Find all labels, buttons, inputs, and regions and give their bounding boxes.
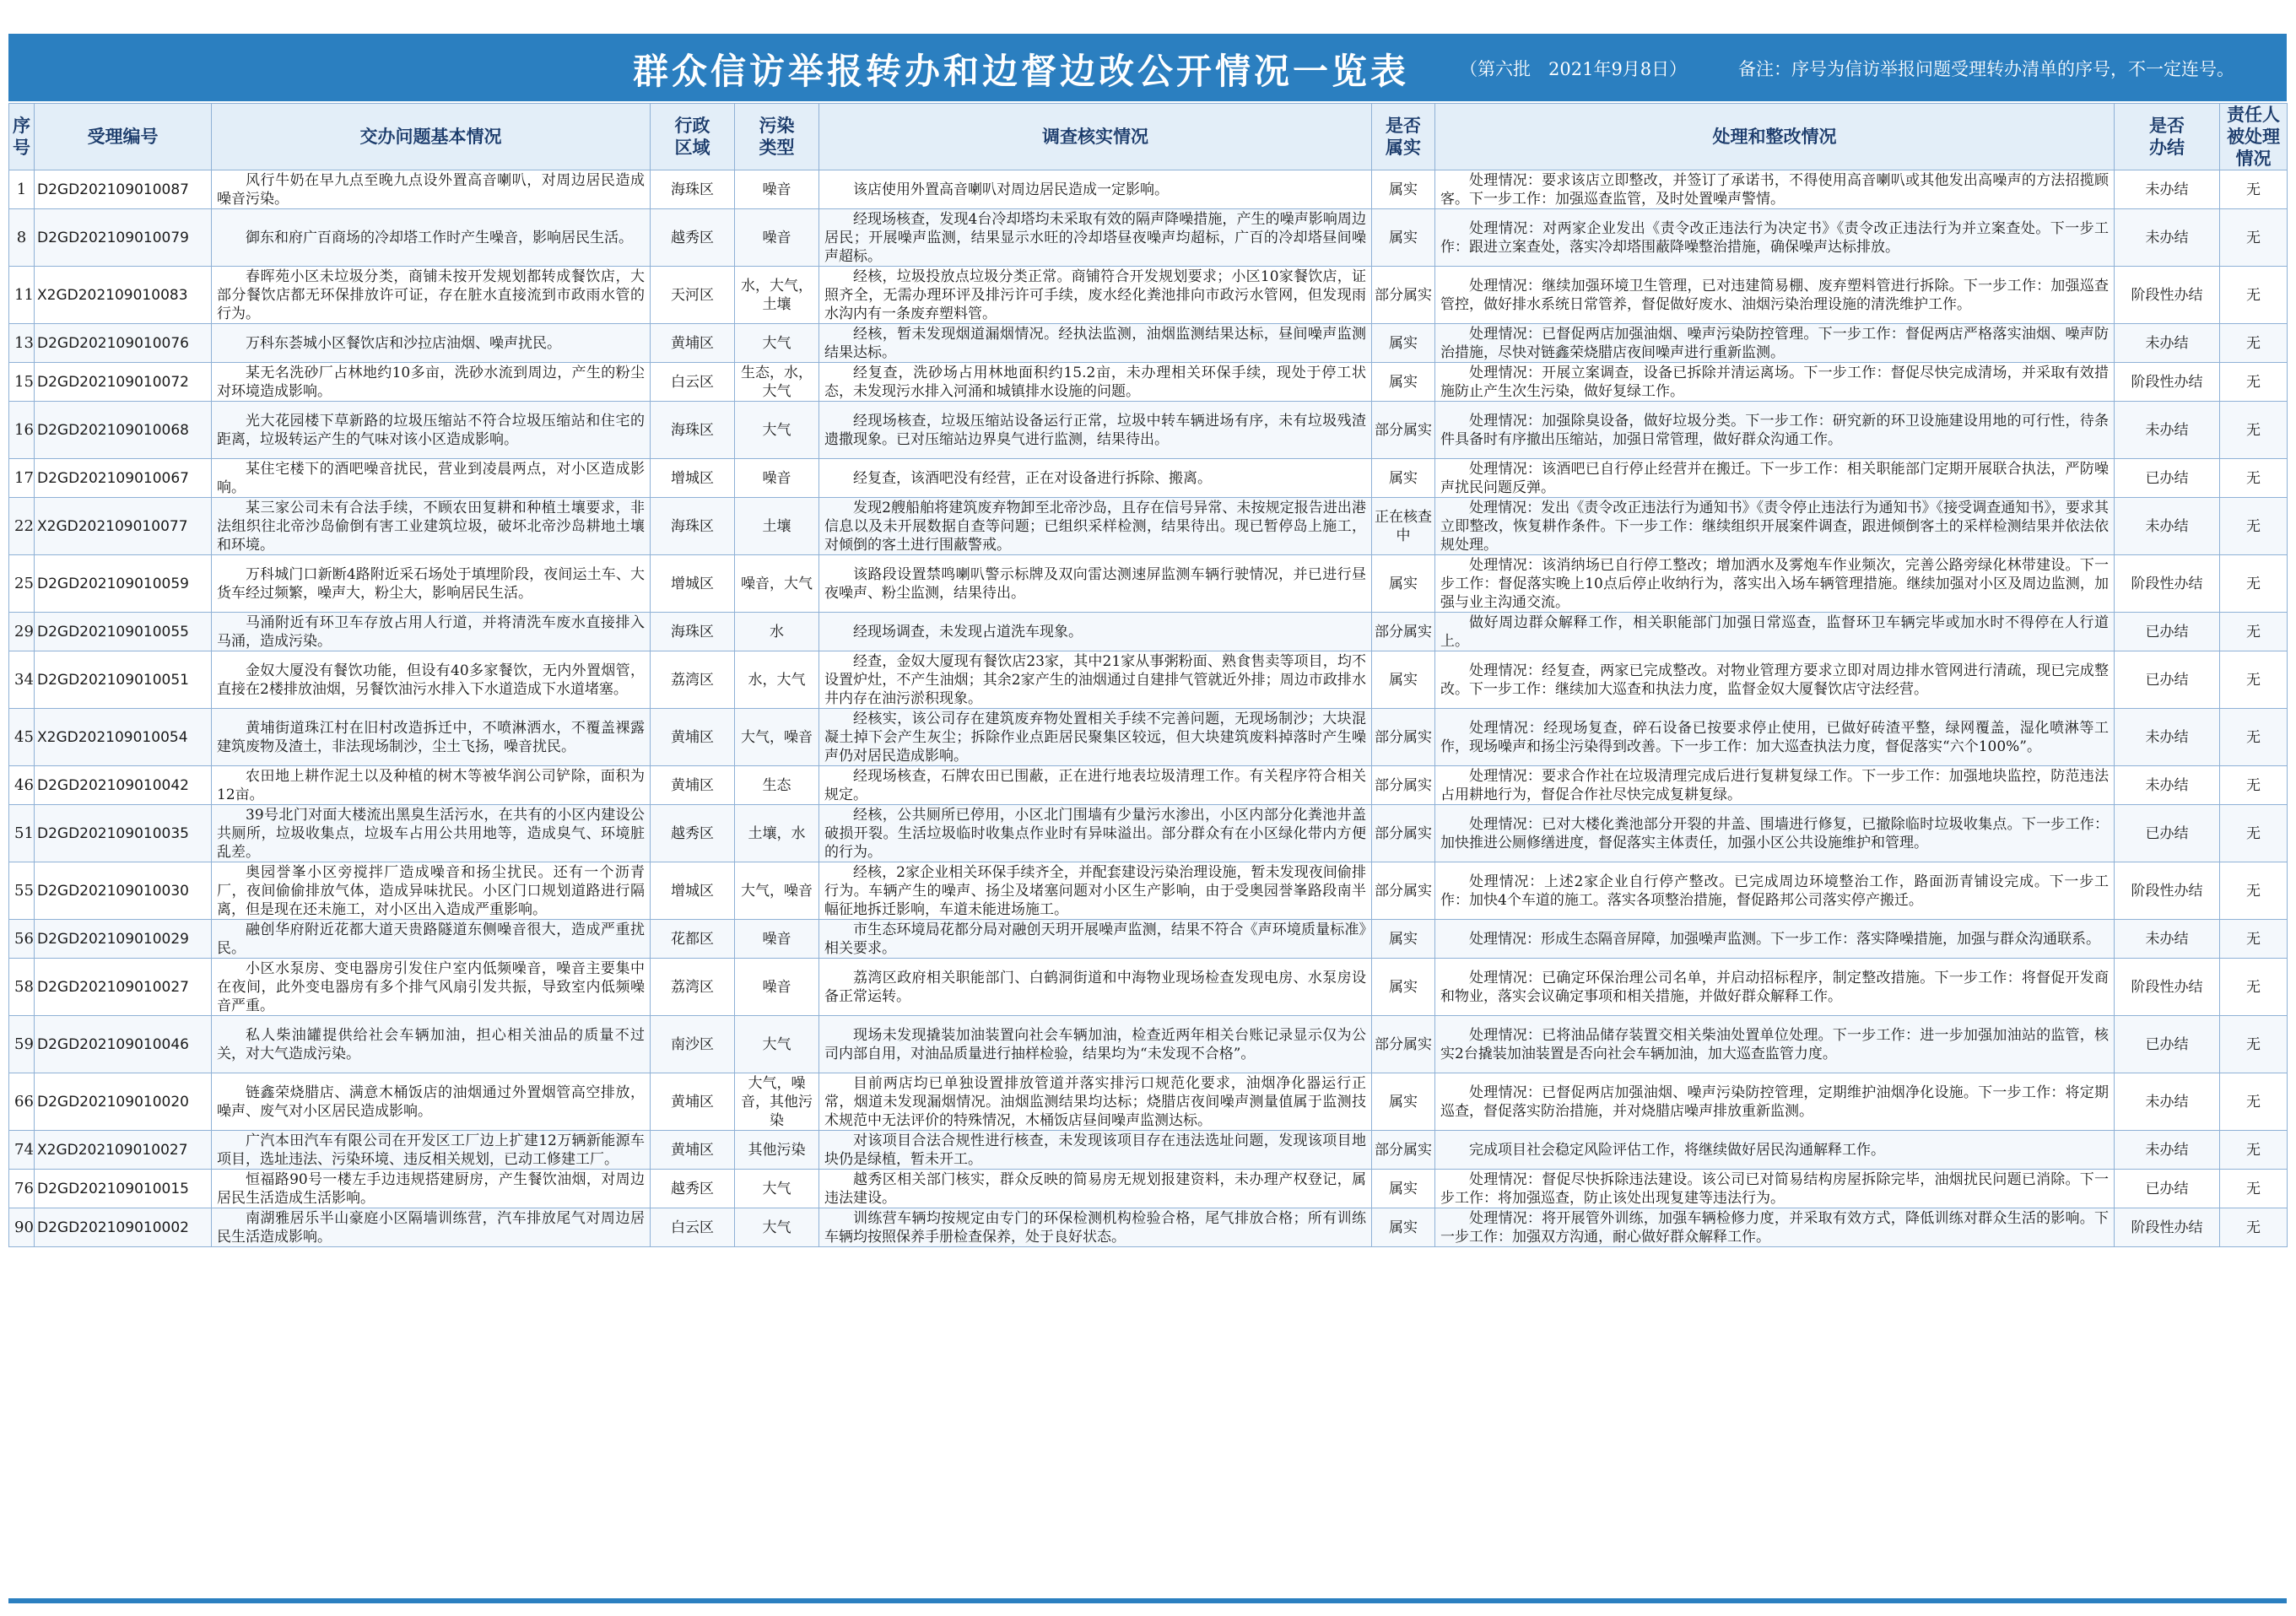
page-title: 群众信访举报转办和边督边改公开情况一览表 bbox=[633, 51, 1410, 92]
cell-verified: 属实 bbox=[1372, 1208, 1435, 1247]
cell-investigation: 经核，公共厕所已停用，小区北门围墙有少量污水渗出，小区内部分化粪池井盖破损开裂。生活垃圾临时收集点作业时有异味溢出。部分群众有在小区绿化带内方便的行为。 bbox=[819, 805, 1372, 862]
cell-closed: 阶段性办结 bbox=[2115, 862, 2220, 920]
cell-code: X2GD202109010077 bbox=[35, 498, 212, 555]
cell-closed: 已办结 bbox=[2115, 1016, 2220, 1073]
header-investigation: 调查核实情况 bbox=[819, 104, 1372, 170]
table-row bbox=[9, 862, 2288, 920]
table-row bbox=[9, 766, 2288, 805]
cell-code: D2GD202109010068 bbox=[35, 402, 212, 459]
cell-pollution: 水，大气 bbox=[735, 651, 819, 709]
cell-handling: 处理情况：已确定环保治理公司名单，并启动招标程序，制定整改措施。下一步工作：将督促开发商和物业，落实会议确定事项和相关措施，并做好群众解释工作。 bbox=[1435, 959, 2115, 1016]
cell-code: D2GD202109010030 bbox=[35, 862, 212, 920]
cell-investigation: 荔湾区政府相关职能部门、白鹤洞街道和中海物业现场检查发现电房、水泵房设备正常运转。 bbox=[819, 959, 1372, 1016]
cell-seq: 15 bbox=[9, 363, 35, 402]
cell-pollution: 土壤 bbox=[735, 498, 819, 555]
cell-verified: 部分属实 bbox=[1372, 613, 1435, 651]
cell-seq: 25 bbox=[9, 555, 35, 613]
cell-punished: 无 bbox=[2220, 1073, 2288, 1131]
cell-seq: 51 bbox=[9, 805, 35, 862]
header-handling: 处理和整改情况 bbox=[1435, 104, 2115, 170]
cell-verified: 部分属实 bbox=[1372, 766, 1435, 805]
cell-punished: 无 bbox=[2220, 209, 2288, 267]
cell-verified: 属实 bbox=[1372, 459, 1435, 498]
cell-issue: 奥园誉峯小区旁搅拌厂造成噪音和扬尘扰民。还有一个沥青厂，夜间偷偷排放气体，造成异味扰民。小区门口规划道路进行隔离，但是现在还未施工，对小区出入造成严重影响。 bbox=[212, 862, 651, 920]
cell-closed: 未办结 bbox=[2115, 709, 2220, 766]
cell-seq: 66 bbox=[9, 1073, 35, 1131]
cell-seq: 58 bbox=[9, 959, 35, 1016]
cell-verified: 部分属实 bbox=[1372, 805, 1435, 862]
cell-pollution: 生态 bbox=[735, 766, 819, 805]
cell-code: D2GD202109010027 bbox=[35, 959, 212, 1016]
cell-issue: 南湖雅居乐半山豪庭小区隔墙训练营，汽车排放尾气对周边居民生活造成影响。 bbox=[212, 1208, 651, 1247]
title-banner bbox=[8, 34, 2287, 101]
cell-pollution: 噪音 bbox=[735, 959, 819, 1016]
cell-district: 增城区 bbox=[651, 862, 735, 920]
cell-issue: 恒福路90号一楼左手边违规搭建厨房，产生餐饮油烟，对周边居民生活造成生活影响。 bbox=[212, 1170, 651, 1208]
header-issue: 交办问题基本情况 bbox=[212, 104, 651, 170]
cell-investigation: 目前两店均已单独设置排放管道并落实排污口规范化要求，油烟净化器运行正常，烟道未发现漏烟情况。油烟监测结果均达标；烧腊店夜间噪声测量值属于监测技术规范中无法评价的特殊情况，木桶饭店昼间噪声监测达标。 bbox=[819, 1073, 1372, 1131]
cell-investigation: 经现场核查，垃圾压缩站设备运行正常，垃圾中转车辆进场有序，未有垃圾残渣遗撒现象。已对压缩站边界臭气进行监测，结果待出。 bbox=[819, 402, 1372, 459]
cell-punished: 无 bbox=[2220, 1016, 2288, 1073]
cell-punished: 无 bbox=[2220, 766, 2288, 805]
cell-district: 黄埔区 bbox=[651, 766, 735, 805]
cell-punished: 无 bbox=[2220, 805, 2288, 862]
cell-investigation: 经复查，洗砂场占用林地面积约15.2亩，未办理相关环保手续，现处于停工状态，未发现污水排入河涌和城镇排水设施的问题。 bbox=[819, 363, 1372, 402]
cell-code: X2GD202109010054 bbox=[35, 709, 212, 766]
cell-handling: 处理情况：继续加强环境卫生管理，已对违建简易棚、废弃塑料管进行拆除。下一步工作：加强巡查管控，做好排水系统日常管养，督促做好废水、油烟污染治理设施的清洗维护工作。 bbox=[1435, 267, 2115, 324]
cell-pollution: 噪音，大气 bbox=[735, 555, 819, 613]
cell-pollution: 大气 bbox=[735, 1208, 819, 1247]
header-closed: 是否 办结 bbox=[2115, 104, 2220, 170]
cell-punished: 无 bbox=[2220, 555, 2288, 613]
cell-code: D2GD202109010035 bbox=[35, 805, 212, 862]
header-pollution: 污染 类型 bbox=[735, 104, 819, 170]
cell-handling: 处理情况：发出《责令改正违法行为通知书》《责令停止违法行为通知书》《接受调查通知书》，要求其立即整改，恢复耕作条件。下一步工作：继续组织开展案件调查，跟进倾倒客土的采样检测结果并依法依规处理。 bbox=[1435, 498, 2115, 555]
cell-seq: 45 bbox=[9, 709, 35, 766]
cell-code: D2GD202109010029 bbox=[35, 920, 212, 959]
cell-district: 白云区 bbox=[651, 1208, 735, 1247]
cell-seq: 55 bbox=[9, 862, 35, 920]
cell-seq: 1 bbox=[9, 170, 35, 209]
cell-pollution: 大气，噪音，其他污染 bbox=[735, 1073, 819, 1131]
cell-pollution: 土壤，水 bbox=[735, 805, 819, 862]
cell-verified: 属实 bbox=[1372, 363, 1435, 402]
cell-punished: 无 bbox=[2220, 1131, 2288, 1170]
table-row bbox=[9, 1208, 2288, 1247]
cell-seq: 76 bbox=[9, 1170, 35, 1208]
cell-closed: 阶段性办结 bbox=[2115, 555, 2220, 613]
cell-punished: 无 bbox=[2220, 862, 2288, 920]
cell-seq: 22 bbox=[9, 498, 35, 555]
header-district: 行政 区域 bbox=[651, 104, 735, 170]
cell-seq: 34 bbox=[9, 651, 35, 709]
cell-closed: 已办结 bbox=[2115, 1170, 2220, 1208]
cell-closed: 未办结 bbox=[2115, 920, 2220, 959]
cell-code: D2GD202109010055 bbox=[35, 613, 212, 651]
cell-seq: 11 bbox=[9, 267, 35, 324]
cell-pollution: 噪音 bbox=[735, 920, 819, 959]
table-row bbox=[9, 267, 2288, 324]
cell-pollution: 其他污染 bbox=[735, 1131, 819, 1170]
cell-closed: 阶段性办结 bbox=[2115, 267, 2220, 324]
cell-seq: 59 bbox=[9, 1016, 35, 1073]
cell-pollution: 大气 bbox=[735, 324, 819, 363]
table-row bbox=[9, 651, 2288, 709]
cell-verified: 属实 bbox=[1372, 1170, 1435, 1208]
cell-issue: 马涌附近有环卫车存放占用人行道，并将清洗车废水直接排入马涌，造成污染。 bbox=[212, 613, 651, 651]
cell-district: 黄埔区 bbox=[651, 1131, 735, 1170]
table-row bbox=[9, 920, 2288, 959]
cell-district: 南沙区 bbox=[651, 1016, 735, 1073]
cell-investigation: 市生态环境局花都分局对融创天玥开展噪声监测，结果不符合《声环境质量标准》相关要求。 bbox=[819, 920, 1372, 959]
cell-punished: 无 bbox=[2220, 170, 2288, 209]
cell-pollution: 大气 bbox=[735, 1016, 819, 1073]
cell-issue: 广汽本田汽车有限公司在开发区工厂边上扩建12万辆新能源车项目，选址违法、污染环境、违反相关规划，已动工修建工厂。 bbox=[212, 1131, 651, 1170]
cell-seq: 90 bbox=[9, 1208, 35, 1247]
cell-pollution: 生态，水，大气 bbox=[735, 363, 819, 402]
cell-closed: 已办结 bbox=[2115, 805, 2220, 862]
cell-code: D2GD202109010020 bbox=[35, 1073, 212, 1131]
cell-code: D2GD202109010046 bbox=[35, 1016, 212, 1073]
cell-code: D2GD202109010015 bbox=[35, 1170, 212, 1208]
cell-closed: 阶段性办结 bbox=[2115, 959, 2220, 1016]
table-row bbox=[9, 1016, 2288, 1073]
cell-investigation: 经复查，该酒吧没有经营，正在对设备进行拆除、搬离。 bbox=[819, 459, 1372, 498]
cell-verified: 属实 bbox=[1372, 1073, 1435, 1131]
cell-punished: 无 bbox=[2220, 651, 2288, 709]
cell-issue: 私人柴油罐提供给社会车辆加油，担心相关油品的质量不过关，对大气造成污染。 bbox=[212, 1016, 651, 1073]
cell-handling: 处理情况：上述2家企业自行停产整改。已完成周边环境整治工作，路面沥青铺设完成。下一步工作：加快4个车道的施工。落实各项整治措施，督促路邦公司落实停产搬迁。 bbox=[1435, 862, 2115, 920]
cell-verified: 部分属实 bbox=[1372, 402, 1435, 459]
cell-district: 增城区 bbox=[651, 459, 735, 498]
cell-punished: 无 bbox=[2220, 402, 2288, 459]
cell-handling: 处理情况：已督促两店加强油烟、噪声污染防控管理。下一步工作：督促两店严格落实油烟、噪声防治措施，尽快对链鑫荣烧腊店夜间噪声进行重新监测。 bbox=[1435, 324, 2115, 363]
remark-note: 备注：序号为信访举报问题受理转办清单的序号，不一定连号。 bbox=[1738, 59, 2234, 79]
cell-seq: 74 bbox=[9, 1131, 35, 1170]
cell-handling: 处理情况：对两家企业发出《责令改正违法行为决定书》《责令改正违法行为并立案查处。下一步工作：跟进立案查处，落实冷却塔围蔽降噪整治措施，确保噪声达标排放。 bbox=[1435, 209, 2115, 267]
cell-issue: 链鑫荣烧腊店、满意木桶饭店的油烟通过外置烟管高空排放，噪声、废气对小区居民造成影响。 bbox=[212, 1073, 651, 1131]
table-row bbox=[9, 170, 2288, 209]
table-row bbox=[9, 709, 2288, 766]
cell-investigation: 经核实，该公司存在建筑废弃物处置相关手续不完善问题，无现场制沙；大块混凝土掉下会产生灰尘；拆除作业点距居民聚集区较远，但大块建筑废料掉落时产生噪声仍对居民造成影响。 bbox=[819, 709, 1372, 766]
cell-investigation: 训练营车辆均按规定由专门的环保检测机构检验合格，尾气排放合格；所有训练车辆均按照保养手册检查保养，处于良好状态。 bbox=[819, 1208, 1372, 1247]
cell-district: 海珠区 bbox=[651, 613, 735, 651]
cell-punished: 无 bbox=[2220, 613, 2288, 651]
cell-punished: 无 bbox=[2220, 959, 2288, 1016]
cell-handling: 处理情况：该酒吧已自行停止经营并在搬迁。下一步工作：相关职能部门定期开展联合执法，严防噪声扰民问题反弹。 bbox=[1435, 459, 2115, 498]
cell-handling: 处理情况：已对大楼化粪池部分开裂的井盖、围墙进行修复，已撤除临时垃圾收集点。下一步工作：加快推进公厕修缮进度，督促落实主体责任，加强小区公共设施维护和管理。 bbox=[1435, 805, 2115, 862]
cell-issue: 万科东荟城小区餐饮店和沙拉店油烟、噪声扰民。 bbox=[212, 324, 651, 363]
table-row bbox=[9, 498, 2288, 555]
table-header-row bbox=[9, 104, 2288, 170]
table-row bbox=[9, 209, 2288, 267]
cell-issue: 春晖苑小区未垃圾分类，商铺未按开发规划都转成餐饮店，大部分餐饮店都无环保排放许可证，存在脏水直接流到市政雨水管的行为。 bbox=[212, 267, 651, 324]
cell-investigation: 越秀区相关部门核实，群众反映的简易房无规划报建资料，未办理产权登记，属违法建设。 bbox=[819, 1170, 1372, 1208]
cell-closed: 阶段性办结 bbox=[2115, 363, 2220, 402]
cell-district: 荔湾区 bbox=[651, 959, 735, 1016]
cell-investigation: 经现场核查，石牌农田已围蔽，正在进行地表垃圾清理工作。有关程序符合相关规定。 bbox=[819, 766, 1372, 805]
cell-verified: 属实 bbox=[1372, 920, 1435, 959]
cell-closed: 未办结 bbox=[2115, 1073, 2220, 1131]
cell-handling: 处理情况：经现场复查，碎石设备已按要求停止使用，已做好砖渣平整，绿网覆盖，湿化喷淋等工作，现场噪声和扬尘污染得到改善。下一步工作：加大巡查执法力度，督促落实“六个100%”。 bbox=[1435, 709, 2115, 766]
cell-handling: 处理情况：加强除臭设备，做好垃圾分类。下一步工作：研究新的环卫设施建设用地的可行性，待条件具备时有序撤出压缩站，加强日常管理，做好群众沟通工作。 bbox=[1435, 402, 2115, 459]
cell-closed: 已办结 bbox=[2115, 651, 2220, 709]
cell-punished: 无 bbox=[2220, 363, 2288, 402]
cell-seq: 17 bbox=[9, 459, 35, 498]
cell-issue: 融创华府附近花都大道天贵路隧道东侧噪音很大，造成严重扰民。 bbox=[212, 920, 651, 959]
cell-handling: 处理情况：形成生态隔音屏障，加强噪声监测。下一步工作：落实降噪措施，加强与群众沟通联系。 bbox=[1435, 920, 2115, 959]
cell-closed: 未办结 bbox=[2115, 209, 2220, 267]
cell-verified: 属实 bbox=[1372, 209, 1435, 267]
table-row bbox=[9, 805, 2288, 862]
table-row bbox=[9, 1131, 2288, 1170]
cell-pollution: 大气，噪音 bbox=[735, 862, 819, 920]
cell-verified: 部分属实 bbox=[1372, 1016, 1435, 1073]
cell-issue: 某无名洗砂厂占林地约10多亩，洗砂水流到周边，产生的粉尘对环境造成影响。 bbox=[212, 363, 651, 402]
cell-verified: 属实 bbox=[1372, 555, 1435, 613]
table-row bbox=[9, 555, 2288, 613]
cell-closed: 已办结 bbox=[2115, 613, 2220, 651]
cell-handling: 处理情况：已督促两店加强油烟、噪声污染防控管理，定期维护油烟净化设施。下一步工作：将定期巡查，督促落实防治措施，并对烧腊店噪声排放重新监测。 bbox=[1435, 1073, 2115, 1131]
table-row bbox=[9, 1170, 2288, 1208]
cell-issue: 黄埔街道珠江村在旧村改造拆迁中，不喷淋洒水，不覆盖裸露建筑废物及渣土，非法现场制沙，尘土飞扬，噪音扰民。 bbox=[212, 709, 651, 766]
cell-district: 海珠区 bbox=[651, 170, 735, 209]
cell-pollution: 水 bbox=[735, 613, 819, 651]
cell-handling: 处理情况：要求该店立即整改，并签订了承诺书，不得使用高音喇叭或其他发出高噪声的方法招揽顾客。下一步工作：加强巡查监管，及时处置噪声警情。 bbox=[1435, 170, 2115, 209]
cell-district: 越秀区 bbox=[651, 1170, 735, 1208]
cell-issue: 金奴大厦没有餐饮功能，但设有40多家餐饮，无内外置烟管，直接在2楼排放油烟，另餐饮油污水排入下水道造成下水道堵塞。 bbox=[212, 651, 651, 709]
cell-investigation: 经核，2家企业相关环保手续齐全，并配套建设污染治理设施，暂未发现夜间偷排行为。车辆产生的噪声、扬尘及堵塞问题对小区生产影响，由于受奥园誉峯路段南半幅征地拆迁影响，车道未能进场施工。 bbox=[819, 862, 1372, 920]
cell-handling: 处理情况：督促尽快拆除违法建设。该公司已对简易结构房屋拆除完毕，油烟扰民问题已消除。下一步工作：将加强巡查，防止该处出现复建等违法行为。 bbox=[1435, 1170, 2115, 1208]
cell-investigation: 经查，金奴大厦现有餐饮店23家，其中21家从事粥粉面、熟食售卖等项目，均不设置炉灶，不产生油烟；其余2家产生的油烟通过自建排气管就近外排；周边市政排水井内存在油污淤积现象。 bbox=[819, 651, 1372, 709]
cell-verified: 正在核查中 bbox=[1372, 498, 1435, 555]
cell-handling: 处理情况：将开展管外训练，加强车辆检修力度，并采取有效方式，降低训练对群众生活的影响。下一步工作：加强双方沟通，耐心做好群众解释工作。 bbox=[1435, 1208, 2115, 1247]
cell-district: 黄埔区 bbox=[651, 1073, 735, 1131]
table-row bbox=[9, 459, 2288, 498]
cell-investigation: 该店使用外置高音喇叭对周边居民造成一定影响。 bbox=[819, 170, 1372, 209]
cell-closed: 未办结 bbox=[2115, 170, 2220, 209]
cell-code: D2GD202109010076 bbox=[35, 324, 212, 363]
cell-punished: 无 bbox=[2220, 709, 2288, 766]
cell-issue: 某住宅楼下的酒吧噪音扰民，营业到凌晨两点，对小区造成影响。 bbox=[212, 459, 651, 498]
cell-issue: 农田地上耕作泥土以及种植的树木等被华润公司铲除，面积为12亩。 bbox=[212, 766, 651, 805]
cell-pollution: 噪音 bbox=[735, 209, 819, 267]
cell-verified: 部分属实 bbox=[1372, 709, 1435, 766]
cell-district: 黄埔区 bbox=[651, 324, 735, 363]
cell-district: 白云区 bbox=[651, 363, 735, 402]
header-punished: 责任人 被处理情况 bbox=[2220, 104, 2288, 170]
cell-closed: 已办结 bbox=[2115, 459, 2220, 498]
cell-handling: 处理情况：开展立案调查，设备已拆除并清运离场。下一步工作：督促尽快完成清场，并采取有效措施防止产生次生污染，做好复绿工作。 bbox=[1435, 363, 2115, 402]
cell-pollution: 大气 bbox=[735, 1170, 819, 1208]
cell-issue: 风行牛奶在早九点至晚九点设外置高音喇叭，对周边居民造成噪音污染。 bbox=[212, 170, 651, 209]
cell-investigation: 经现场调查，未发现占道洗车现象。 bbox=[819, 613, 1372, 651]
cell-district: 黄埔区 bbox=[651, 709, 735, 766]
cell-code: D2GD202109010051 bbox=[35, 651, 212, 709]
cell-closed: 未办结 bbox=[2115, 402, 2220, 459]
cell-code: D2GD202109010059 bbox=[35, 555, 212, 613]
bottom-rule bbox=[8, 1598, 2287, 1603]
cell-seq: 29 bbox=[9, 613, 35, 651]
cell-handling: 处理情况：经复查，两家已完成整改。对物业管理方要求立即对周边排水管网进行清疏，现已完成整改。下一步工作：继续加大巡查和执法力度，监督金奴大厦餐饮店守法经营。 bbox=[1435, 651, 2115, 709]
cell-verified: 部分属实 bbox=[1372, 862, 1435, 920]
cell-investigation: 现场未发现撬装加油装置向社会车辆加油，检查近两年相关台账记录显示仅为公司内部自用，对油品质量进行抽样检验，结果均为“未发现不合格”。 bbox=[819, 1016, 1372, 1073]
cell-district: 天河区 bbox=[651, 267, 735, 324]
cell-investigation: 经核，暂未发现烟道漏烟情况。经执法监测，油烟监测结果达标，昼间噪声监测结果达标。 bbox=[819, 324, 1372, 363]
table-row bbox=[9, 1073, 2288, 1131]
header-code: 受理编号 bbox=[35, 104, 212, 170]
cell-verified: 属实 bbox=[1372, 324, 1435, 363]
cell-district: 越秀区 bbox=[651, 209, 735, 267]
cell-code: D2GD202109010072 bbox=[35, 363, 212, 402]
cell-punished: 无 bbox=[2220, 1208, 2288, 1247]
cell-handling: 处理情况：该消纳场已自行停工整改；增加洒水及雾炮车作业频次，完善公路旁绿化林带建设。下一步工作：督促落实晚上10点后停止收纳行为，落实出入场车辆管理措施。继续加强对小区及周边监测，加强与业主沟通交流。 bbox=[1435, 555, 2115, 613]
table-row bbox=[9, 324, 2288, 363]
cell-investigation: 经现场核查，发现4台冷却塔均未采取有效的隔声降噪措施，产生的噪声影响周边居民；开展噪声监测，结果显示水旺的冷却塔昼夜噪声均超标，广百的冷却塔昼间噪声超标。 bbox=[819, 209, 1372, 267]
cell-pollution: 大气 bbox=[735, 402, 819, 459]
page bbox=[8, 34, 2287, 1603]
cell-punished: 无 bbox=[2220, 324, 2288, 363]
cell-punished: 无 bbox=[2220, 1170, 2288, 1208]
cell-seq: 46 bbox=[9, 766, 35, 805]
cell-issue: 39号北门对面大楼流出黑臭生活污水，在共有的小区内建设公共厕所，垃圾收集点，垃圾车占用公共用地等，造成臭气、环境脏乱差。 bbox=[212, 805, 651, 862]
cell-district: 荔湾区 bbox=[651, 651, 735, 709]
cell-code: X2GD202109010083 bbox=[35, 267, 212, 324]
cell-pollution: 噪音 bbox=[735, 459, 819, 498]
cell-handling: 处理情况：已将油品储存装置交相关柴油处置单位处理。下一步工作：进一步加强加油站的监管，核实2台撬装加油装置是否向社会车辆加油，加大巡查监管力度。 bbox=[1435, 1016, 2115, 1073]
cell-issue: 某三家公司未有合法手续，不顾农田复耕和种植土壤要求，非法组织往北帝沙岛偷倒有害工业建筑垃圾，破坏北帝沙岛耕地土壤和环境。 bbox=[212, 498, 651, 555]
cell-issue: 光大花园楼下草新路的垃圾压缩站不符合垃圾压缩站和住宅的距离，垃圾转运产生的气味对该小区造成影响。 bbox=[212, 402, 651, 459]
cell-issue: 万科城门口新断4路附近采石场处于填埋阶段，夜间运土车、大货车经过频繁，噪声大，粉尘大，影响居民生活。 bbox=[212, 555, 651, 613]
cell-issue: 小区水泵房、变电器房引发住户室内低频噪音，噪音主要集中在夜间，此外变电器房有多个排气风扇引发共振，导致室内低频噪音严重。 bbox=[212, 959, 651, 1016]
table-row bbox=[9, 613, 2288, 651]
cell-code: D2GD202109010079 bbox=[35, 209, 212, 267]
cell-closed: 未办结 bbox=[2115, 766, 2220, 805]
cell-seq: 13 bbox=[9, 324, 35, 363]
cell-handling: 做好周边群众解释工作，相关职能部门加强日常巡查，监督环卫车辆完毕或加水时不得停在人行道上。 bbox=[1435, 613, 2115, 651]
cell-handling: 完成项目社会稳定风险评估工作，将继续做好居民沟通解释工作。 bbox=[1435, 1131, 2115, 1170]
cell-closed: 未办结 bbox=[2115, 498, 2220, 555]
cell-investigation: 发现2艘船舶将建筑废弃物卸至北帝沙岛，且存在信号异常、未按规定报告进出港信息以及未开展数据自查等问题；已组织采样检测，结果待出。现已暂停岛上施工，对倾倒的客土进行围蔽警戒。 bbox=[819, 498, 1372, 555]
cell-seq: 16 bbox=[9, 402, 35, 459]
complaint-table bbox=[8, 103, 2288, 1247]
cell-district: 花都区 bbox=[651, 920, 735, 959]
batch-date: （第六批 2021年9月8日） bbox=[1460, 59, 1688, 79]
cell-closed: 阶段性办结 bbox=[2115, 1208, 2220, 1247]
header-verified: 是否 属实 bbox=[1372, 104, 1435, 170]
table-row bbox=[9, 402, 2288, 459]
cell-investigation: 该路段设置禁鸣喇叭警示标牌及双向雷达测速屏监测车辆行驶情况，并已进行昼夜噪声、粉尘监测，结果待出。 bbox=[819, 555, 1372, 613]
cell-district: 增城区 bbox=[651, 555, 735, 613]
table-body bbox=[9, 170, 2288, 1247]
cell-district: 海珠区 bbox=[651, 402, 735, 459]
cell-seq: 8 bbox=[9, 209, 35, 267]
cell-code: D2GD202109010067 bbox=[35, 459, 212, 498]
cell-pollution: 大气，噪音 bbox=[735, 709, 819, 766]
table-row bbox=[9, 959, 2288, 1016]
cell-verified: 部分属实 bbox=[1372, 1131, 1435, 1170]
cell-seq: 56 bbox=[9, 920, 35, 959]
cell-verified: 属实 bbox=[1372, 651, 1435, 709]
cell-punished: 无 bbox=[2220, 498, 2288, 555]
cell-investigation: 对该项目合法合规性进行核查，未发现该项目存在违法选址问题，发现该项目地块仍是绿植，暂未开工。 bbox=[819, 1131, 1372, 1170]
cell-code: D2GD202109010002 bbox=[35, 1208, 212, 1247]
cell-closed: 未办结 bbox=[2115, 1131, 2220, 1170]
cell-code: D2GD202109010087 bbox=[35, 170, 212, 209]
cell-closed: 未办结 bbox=[2115, 324, 2220, 363]
cell-investigation: 经核，垃圾投放点垃圾分类正常。商铺符合开发规划要求；小区10家餐饮店，证照齐全，无需办理环评及排污许可手续，废水经化粪池排向市政污水管网，但发现雨水沟内有一条废弃塑料管。 bbox=[819, 267, 1372, 324]
cell-pollution: 水，大气，土壤 bbox=[735, 267, 819, 324]
cell-pollution: 噪音 bbox=[735, 170, 819, 209]
cell-issue: 御东和府广百商场的冷却塔工作时产生噪音，影响居民生活。 bbox=[212, 209, 651, 267]
cell-code: X2GD202109010027 bbox=[35, 1131, 212, 1170]
header-seq: 序 号 bbox=[9, 104, 35, 170]
cell-verified: 属实 bbox=[1372, 959, 1435, 1016]
cell-code: D2GD202109010042 bbox=[35, 766, 212, 805]
cell-verified: 属实 bbox=[1372, 170, 1435, 209]
cell-verified: 部分属实 bbox=[1372, 267, 1435, 324]
cell-district: 海珠区 bbox=[651, 498, 735, 555]
table-row bbox=[9, 363, 2288, 402]
cell-punished: 无 bbox=[2220, 459, 2288, 498]
cell-punished: 无 bbox=[2220, 920, 2288, 959]
cell-punished: 无 bbox=[2220, 267, 2288, 324]
cell-handling: 处理情况：要求合作社在垃圾清理完成后进行复耕复绿工作。下一步工作：加强地块监控，防范违法占用耕地行为，督促合作社尽快完成复耕复绿。 bbox=[1435, 766, 2115, 805]
cell-district: 越秀区 bbox=[651, 805, 735, 862]
